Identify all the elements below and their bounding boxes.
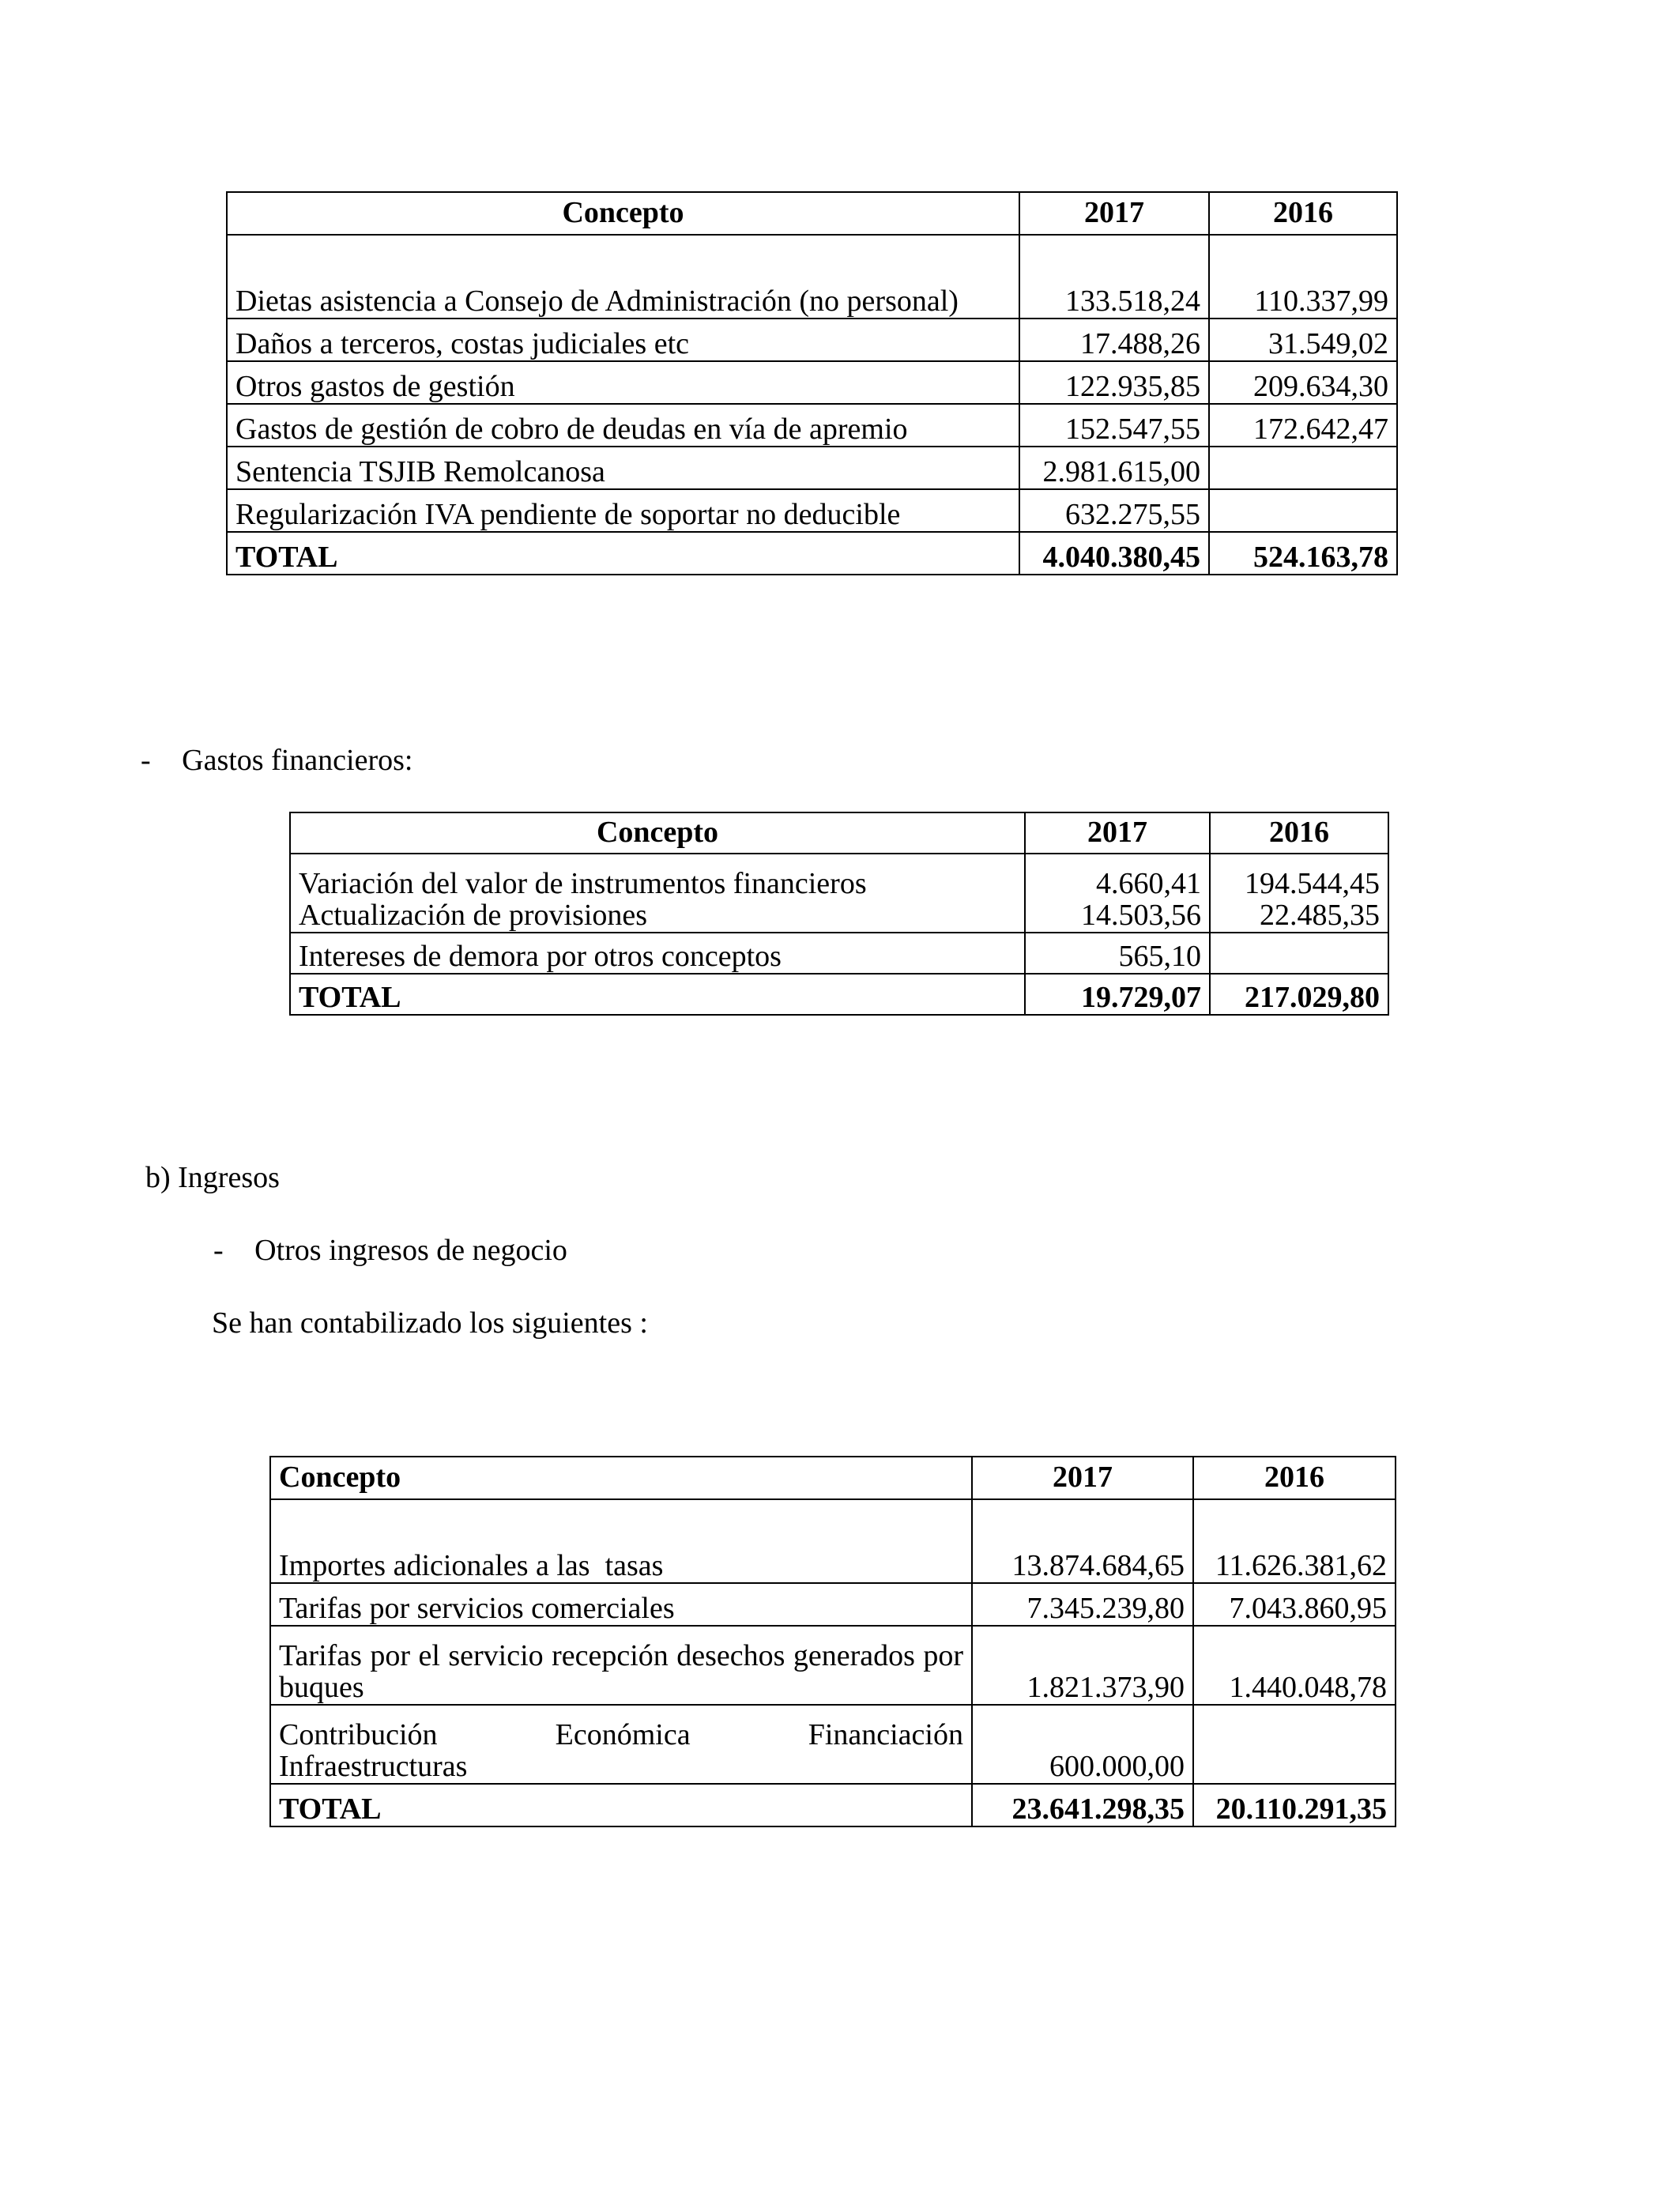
value-line: 14.503,56: [1081, 899, 1201, 933]
header-2016: 2016: [1209, 192, 1397, 235]
table-row: [227, 489, 1397, 532]
cell-concepto: Importes adicionales a las tasas: [270, 1499, 972, 1583]
table-otros-gastos: [226, 191, 1398, 575]
total-2017: 23.641.298,35: [972, 1784, 1193, 1826]
table-row: [227, 319, 1397, 361]
cell-2016: 11.626.381,62: [1193, 1499, 1396, 1583]
value-line: 22.485,35: [1260, 899, 1380, 933]
cell-concepto: Tarifas por servicios comerciales: [270, 1583, 972, 1626]
cell-concepto: Sentencia TSJIB Remolcanosa: [227, 447, 1019, 489]
concepto-word: Económica: [555, 1718, 691, 1752]
total-2016: 20.110.291,35: [1193, 1784, 1396, 1826]
cell-concepto: Gastos de gestión de cobro de deudas en vía de apremio: [227, 404, 1019, 447]
cell-2017: 632.275,55: [1019, 489, 1209, 532]
table-ingresos: [269, 1456, 1396, 1827]
header-2017: 2017: [972, 1457, 1193, 1499]
section-title: Gastos financieros:: [182, 744, 413, 777]
cell-concepto: Tarifas por el servicio recepción desechos generados por buques: [270, 1626, 972, 1705]
table-header-row: [290, 812, 1388, 854]
total-2017: 19.729,07: [1025, 974, 1210, 1015]
cell-2017: 17.488,26: [1019, 319, 1209, 361]
cell-2017: [1025, 854, 1210, 933]
gastos-financieros-heading: [141, 743, 412, 778]
list-dash: -: [141, 744, 151, 777]
table-row: [227, 447, 1397, 489]
header-2016: 2016: [1210, 812, 1388, 854]
table-row: [290, 854, 1388, 933]
table-row: [227, 235, 1397, 319]
ingresos-heading: b) Ingresos: [145, 1161, 280, 1194]
header-2017: 2017: [1025, 812, 1210, 854]
table-row: [227, 361, 1397, 404]
total-row: [290, 974, 1388, 1015]
concepto-line: [279, 1720, 963, 1751]
cell-2017: 133.518,24: [1019, 235, 1209, 319]
concepto-line: Variación del valor de instrumentos financieros: [299, 867, 867, 901]
cell-2016: 110.337,99: [1209, 235, 1397, 319]
header-concepto: Concepto: [227, 192, 1019, 235]
header-concepto: Concepto: [290, 812, 1025, 854]
concepto-line: Actualización de provisiones: [299, 899, 648, 933]
cell-concepto: Dietas asistencia a Consejo de Administración (no personal): [227, 235, 1019, 319]
table-header-row: [270, 1457, 1396, 1499]
cell-concepto: Regularización IVA pendiente de soportar no deducible: [227, 489, 1019, 532]
total-label: TOTAL: [227, 532, 1019, 575]
cell-2016: [1209, 447, 1397, 489]
table-row: [270, 1583, 1396, 1626]
total-2017: 4.040.380,45: [1019, 532, 1209, 575]
subsection-title: Otros ingresos de negocio: [254, 1234, 567, 1267]
cell-concepto: [270, 1705, 972, 1784]
header-2016: 2016: [1193, 1457, 1396, 1499]
total-label: TOTAL: [290, 974, 1025, 1015]
cell-2017: 13.874.684,65: [972, 1499, 1193, 1583]
cell-2016: 209.634,30: [1209, 361, 1397, 404]
cell-2016: 31.549,02: [1209, 319, 1397, 361]
cell-2017: 1.821.373,90: [972, 1626, 1193, 1705]
cell-2017: 600.000,00: [972, 1705, 1193, 1784]
cell-2016: 1.440.048,78: [1193, 1626, 1396, 1705]
cell-2016: 7.043.860,95: [1193, 1583, 1396, 1626]
total-label: TOTAL: [270, 1784, 972, 1826]
cell-2017: 7.345.239,80: [972, 1583, 1193, 1626]
total-row: [227, 532, 1397, 575]
ingresos-intro: Se han contabilizado los siguientes :: [212, 1306, 648, 1340]
table-row: [270, 1705, 1396, 1784]
cell-2016: 172.642,47: [1209, 404, 1397, 447]
cell-2017: 565,10: [1025, 933, 1210, 974]
cell-concepto: Daños a terceros, costas judiciales etc: [227, 319, 1019, 361]
table-header-row: [227, 192, 1397, 235]
table-row: [227, 404, 1397, 447]
ingresos-subheading: [213, 1233, 567, 1268]
cell-2017: 122.935,85: [1019, 361, 1209, 404]
concepto-line: Infraestructuras: [279, 1750, 468, 1784]
list-dash: -: [213, 1234, 224, 1267]
value-line: 194.544,45: [1245, 867, 1380, 901]
cell-2016: [1193, 1705, 1396, 1784]
total-row: [270, 1784, 1396, 1826]
cell-2016: [1210, 854, 1388, 933]
cell-2017: 152.547,55: [1019, 404, 1209, 447]
header-2017: 2017: [1019, 192, 1209, 235]
cell-2016: [1210, 933, 1388, 974]
cell-concepto: Intereses de demora por otros conceptos: [290, 933, 1025, 974]
value-line: 4.660,41: [1096, 867, 1201, 901]
table-row: [270, 1626, 1396, 1705]
table-row: [290, 933, 1388, 974]
total-2016: 217.029,80: [1210, 974, 1388, 1015]
cell-concepto: [290, 854, 1025, 933]
cell-2017: 2.981.615,00: [1019, 447, 1209, 489]
cell-2016: [1209, 489, 1397, 532]
concepto-word: Financiación: [808, 1718, 963, 1752]
table-gastos-financieros: [289, 812, 1389, 1016]
concepto-word: Contribución: [279, 1718, 438, 1752]
cell-concepto: Otros gastos de gestión: [227, 361, 1019, 404]
header-concepto: Concepto: [270, 1457, 972, 1499]
table-row: [270, 1499, 1396, 1583]
total-2016: 524.163,78: [1209, 532, 1397, 575]
